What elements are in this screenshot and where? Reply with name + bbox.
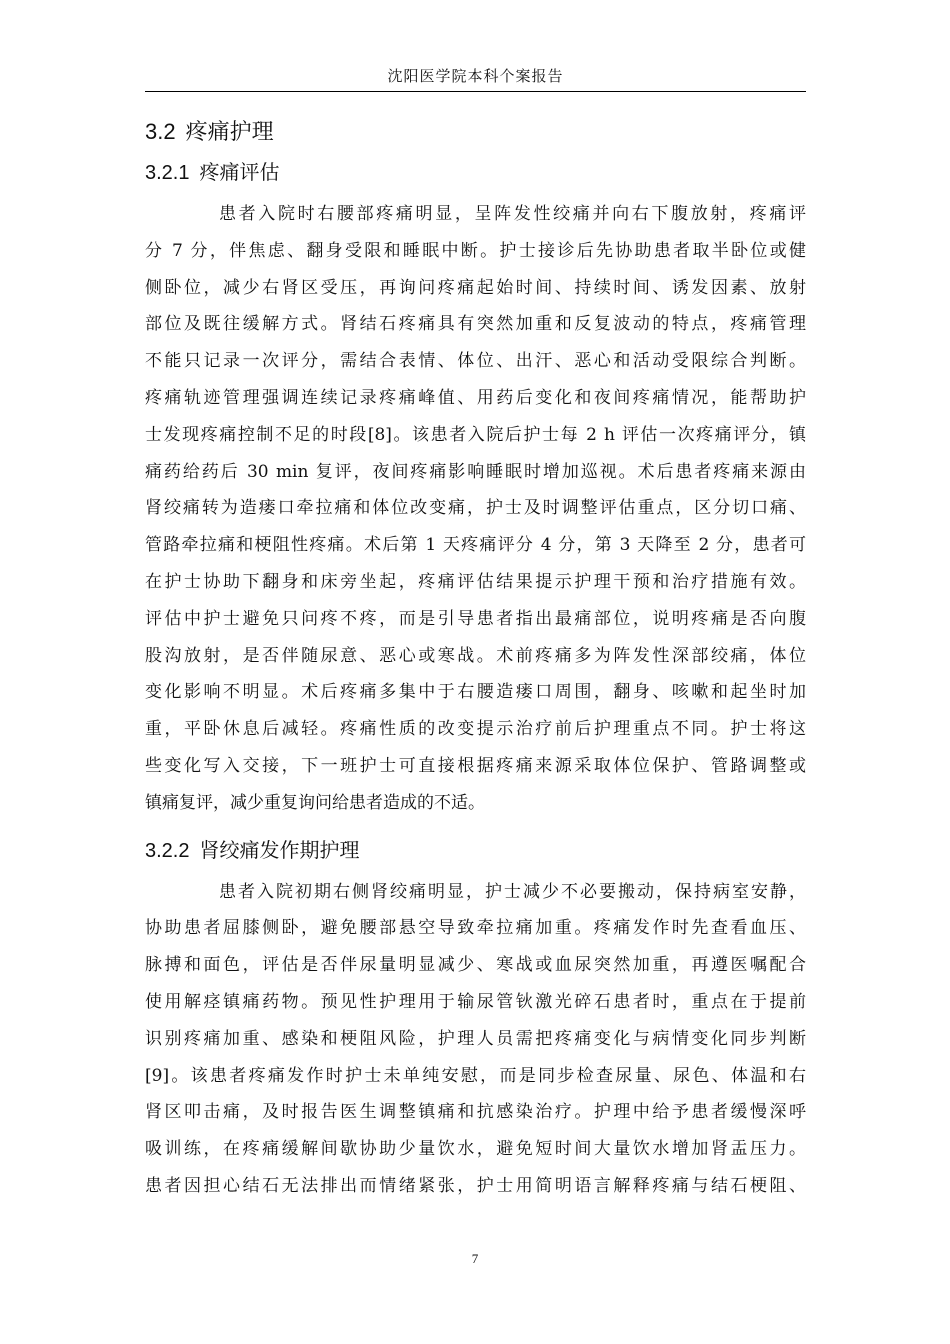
text-line: 重，平卧休息后减轻。疼痛性质的改变提示治疗前后护理重点不同。护士将这: [145, 719, 806, 740]
text-line: 士发现疼痛控制不足的时段[8]。该患者入院后护士每 2 h 评估一次疼痛评分，镇: [145, 424, 806, 445]
section-number: 3.2: [145, 119, 176, 144]
text-line: 肾区叩击痛，及时报告医生调整镇痛和抗感染治疗。护理中给予患者缓慢深呼: [145, 1102, 806, 1123]
text-line: 脉搏和面色，评估是否伴尿量明显减少、寒战或血尿突然加重，再遵医嘱配合: [145, 955, 806, 976]
text-line: 镇痛复评，减少重复询问给患者造成的不适。: [145, 792, 485, 813]
paragraph-renal-colic-care: [145, 874, 806, 1205]
text-line: 肾绞痛转为造瘘口牵拉痛和体位改变痛，护士及时调整评估重点，区分切口痛、: [145, 498, 806, 519]
text-line: 评估中护士避免只问疼不疼，而是引导患者指出最痛部位，说明疼痛是否向腹: [145, 608, 806, 629]
subsection-number-2: 3.2.2: [145, 839, 190, 862]
text-line: 使用解痉镇痛药物。预见性护理用于输尿管钬激光碎石患者时，重点在于提前: [145, 991, 806, 1012]
text-line: 部位及既往缓解方式。肾结石疼痛具有突然加重和反复波动的特点，疼痛管理: [145, 314, 806, 335]
text-line: 分 7 分，伴焦虑、翻身受限和睡眠中断。护士接诊后先协助患者取半卧位或健: [145, 240, 806, 261]
subsection-number-1: 3.2.1: [145, 162, 190, 184]
text-line: 管路牵拉痛和梗阻性疼痛。术后第 1 天疼痛评分 4 分，第 3 天降至 2 分，患者可: [145, 535, 806, 556]
text-line: 疼痛轨迹管理强调连续记录疼痛峰值、用药后变化和夜间疼痛情况，能帮助护: [145, 387, 806, 408]
paragraph-pain-assessment: [145, 196, 806, 822]
section-title: 疼痛护理: [185, 120, 274, 145]
page-body: [145, 112, 806, 1205]
text-line: 在护士协助下翻身和床旁坐起，疼痛评估结果提示护理干预和治疗措施有效。: [145, 571, 806, 592]
page-number: 7: [471, 1251, 479, 1266]
header-rule: [145, 91, 806, 92]
text-line: 侧卧位，减少右肾区受压，再询问疼痛起始时间、持续时间、诱发因素、放射: [145, 277, 806, 298]
text-line: 患者入院时右腰部疼痛明显，呈阵发性绞痛并向右下腹放射，疼痛评: [219, 204, 806, 224]
text-line: 识别疼痛加重、感染和梗阻风险，护理人员需把疼痛变化与病情变化同步判断: [145, 1028, 806, 1049]
text-line: 痛药给药后 30 min 复评，夜间疼痛影响睡眠时增加巡视。术后患者疼痛来源由: [145, 461, 806, 482]
subsection-heading-1: [145, 152, 806, 192]
text-line: 股沟放射，是否伴随尿意、恶心或寒战。术前疼痛多为阵发性深部绞痛，体位: [145, 645, 806, 666]
running-header: 沈阳医学院本科个案报告: [387, 67, 564, 85]
text-line: 吸训练，在疼痛缓解间歇协助少量饮水，避免短时间大量饮水增加肾盂压力。: [145, 1139, 806, 1160]
section-heading: [145, 112, 806, 152]
text-line: 变化影响不明显。术后疼痛多集中于右腰造瘘口周围，翻身、咳嗽和起坐时加: [145, 682, 806, 703]
subsection-title-1: 疼痛评估: [199, 160, 280, 184]
text-line: 不能只记录一次评分，需结合表情、体位、出汗、恶心和活动受限综合判断。: [145, 351, 806, 372]
text-line: 些变化写入交接，下一班护士可直接根据疼痛来源采取体位保护、管路调整或: [145, 755, 806, 776]
subsection-title-2: 肾绞痛发作期护理: [199, 837, 360, 862]
text-line: [9]。该患者疼痛发作时护士未单纯安慰，而是同步检查尿量、尿色、体温和右: [145, 1065, 806, 1086]
text-line: 患者因担心结石无法排出而情绪紧张，护士用简明语言解释疼痛与结石梗阻、: [145, 1175, 806, 1196]
subsection-heading-2: [145, 830, 806, 870]
text-line: 患者入院初期右侧肾绞痛明显，护士减少不必要搬动，保持病室安静，: [219, 881, 806, 902]
text-line: 协助患者屈膝侧卧，避免腰部悬空导致牵拉痛加重。疼痛发作时先查看血压、: [145, 918, 806, 939]
